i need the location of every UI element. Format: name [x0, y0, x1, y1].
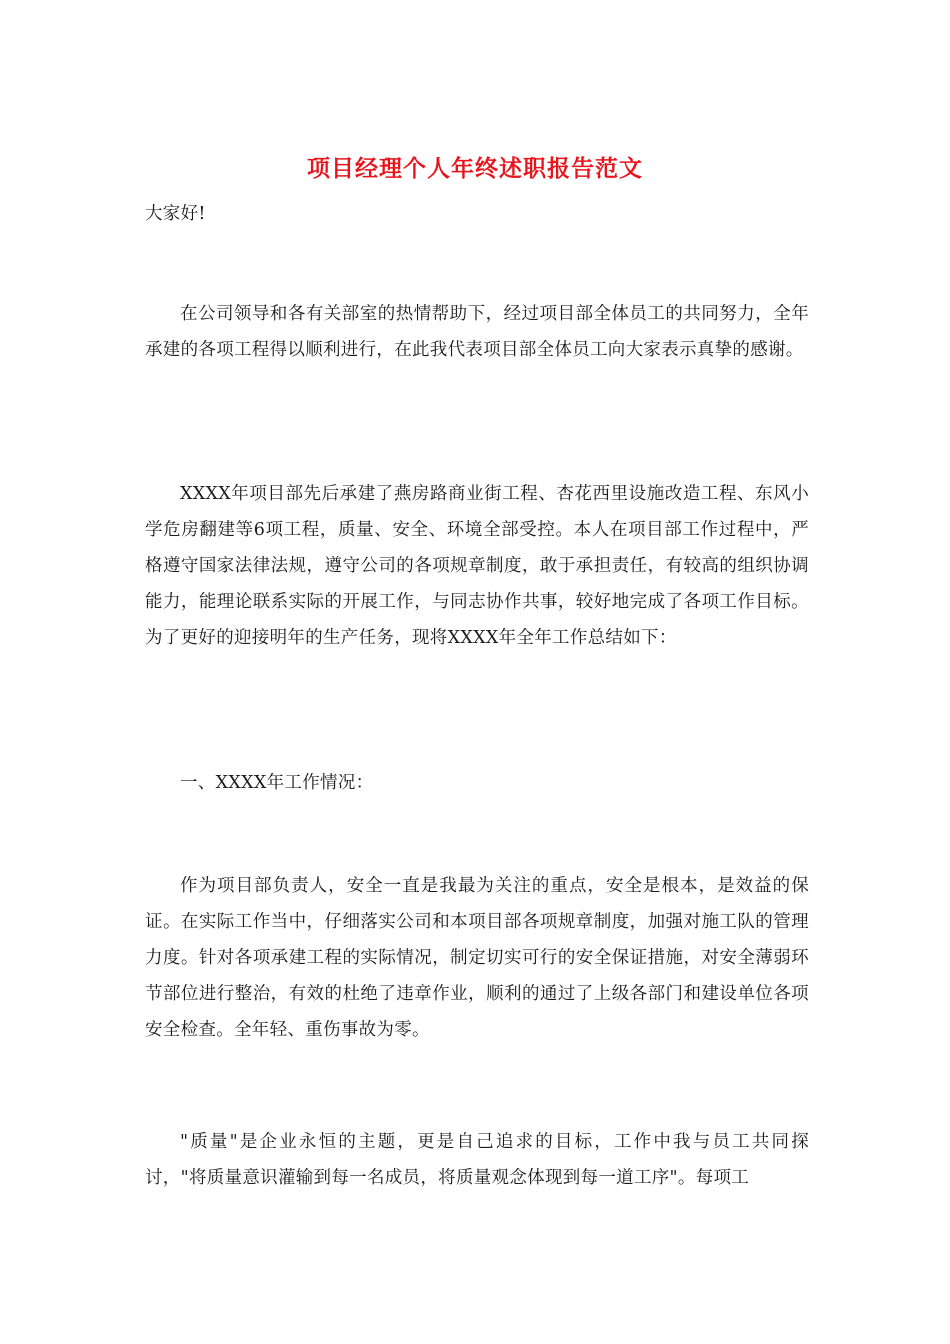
- document-title: 项目经理个人年终述职报告范文: [307, 156, 643, 182]
- paragraph-safety: 作为项目部负责人，安全一直是我最为关注的重点，安全是根本，是效益的保证。在实际工作当中，仔细落实公司和本项目部各项规章制度，加强对施工队的管理力度。针对各项承建工程的实际情况，制定切实可行的安全保证措施，对安全薄弱环节部位进行整治，有效的杜绝了违章作业，顺利的通过了上级各部门和建设单位各项安全检查。全年轻、重伤事故为零。: [145, 876, 809, 1040]
- paragraph-overview: XXXX年项目部先后承建了燕房路商业街工程、杏花西里设施改造工程、东风小学危房翻建等6项工程，质量、安全、环境全部受控。本人在项目部工作过程中，严格遵守国家法律法规，遵守公司的各项规章制度，敢于承担责任，有较高的组织协调能力，能理论联系实际的开展工作，与同志协作共事，较好地完成了各项工作目标。为了更好的迎接明年的生产任务，现将XXXX年全年工作总结如下：: [145, 484, 809, 648]
- paragraph-thanks: 在公司领导和各有关部室的热情帮助下，经过项目部全体员工的共同努力，全年承建的各项工程得以顺利进行，在此我代表项目部全体员工向大家表示真挚的感谢。: [145, 304, 809, 360]
- greeting: 大家好!: [145, 204, 206, 224]
- paragraph-quality: "质量"是企业永恒的主题，更是自己追求的目标，工作中我与员工共同探讨，"将质量意识灌输到每一名成员，将质量观念体现到每一道工序"。每项工: [145, 1132, 809, 1188]
- section-heading-work-status: 一、XXXX年工作情况：: [180, 773, 374, 793]
